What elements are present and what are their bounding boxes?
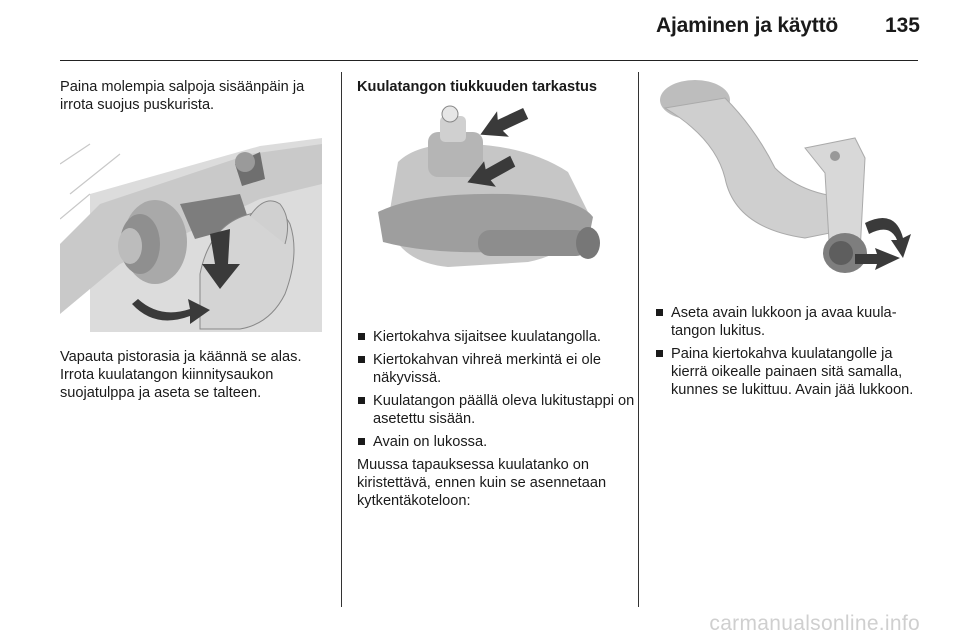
column-divider-1 bbox=[341, 72, 342, 607]
section-heading: Kuulatangon tiukkuuden tarkastus bbox=[357, 79, 598, 95]
column-1-lower bbox=[60, 348, 332, 402]
column-divider-2 bbox=[638, 72, 639, 607]
list-item: Aseta avain lukkoon ja avaa kuulatangon lukitus. bbox=[655, 304, 923, 340]
ball-bar-unlock-illustration bbox=[655, 78, 918, 290]
bullet-square-icon bbox=[358, 438, 365, 445]
list-item: Kiertokahvan vihreä merkintä ei ole näkyvissä. bbox=[357, 351, 635, 387]
column-2-heading-block bbox=[357, 78, 629, 96]
bullet-square-icon bbox=[358, 356, 365, 363]
ball-bar-check-illustration bbox=[358, 102, 622, 312]
list-item: Avain on lukossa. bbox=[357, 433, 635, 451]
bumper-cover-illustration bbox=[60, 124, 322, 332]
column-1 bbox=[60, 78, 332, 114]
list-item: Paina kiertokahva kuulatangolle ja kierrä oikealle painaen sitä samalla, kunnes se lukittuu. Avain jää lukkoon. bbox=[655, 345, 923, 399]
procedure-list bbox=[655, 304, 923, 399]
bullet-square-icon bbox=[656, 309, 663, 316]
page-number: 135 bbox=[884, 14, 920, 37]
bullet-square-icon bbox=[358, 397, 365, 404]
bullet-square-icon bbox=[656, 350, 663, 357]
bullet-square-icon bbox=[358, 333, 365, 340]
column-2-body bbox=[357, 328, 635, 510]
check-list bbox=[357, 328, 635, 451]
column1-para1: Paina molempia salpoja sisäänpäin ja irrota suojus puskurista. bbox=[60, 79, 305, 113]
watermark: carmanualsonline.info bbox=[709, 612, 920, 635]
header-title: Ajaminen ja käyttö bbox=[656, 14, 838, 37]
column-3-body bbox=[655, 304, 923, 404]
header-rule bbox=[60, 60, 918, 61]
list-item: Kiertokahva sijaitsee kuulatangolla. bbox=[357, 328, 635, 346]
column2-para: Muussa tapauksessa kuulatanko on kiristettävä, ennen kuin se asennetaan kytkentäkoteloon: bbox=[357, 457, 607, 509]
list-item: Kuulatangon päällä oleva lukitustappi on asetettu sisään. bbox=[357, 392, 635, 428]
column1-para2: Vapauta pistorasia ja käännä se alas. Irrota kuulatangon kiinnitysaukon suojatulppa ja aseta se talteen. bbox=[60, 349, 302, 401]
